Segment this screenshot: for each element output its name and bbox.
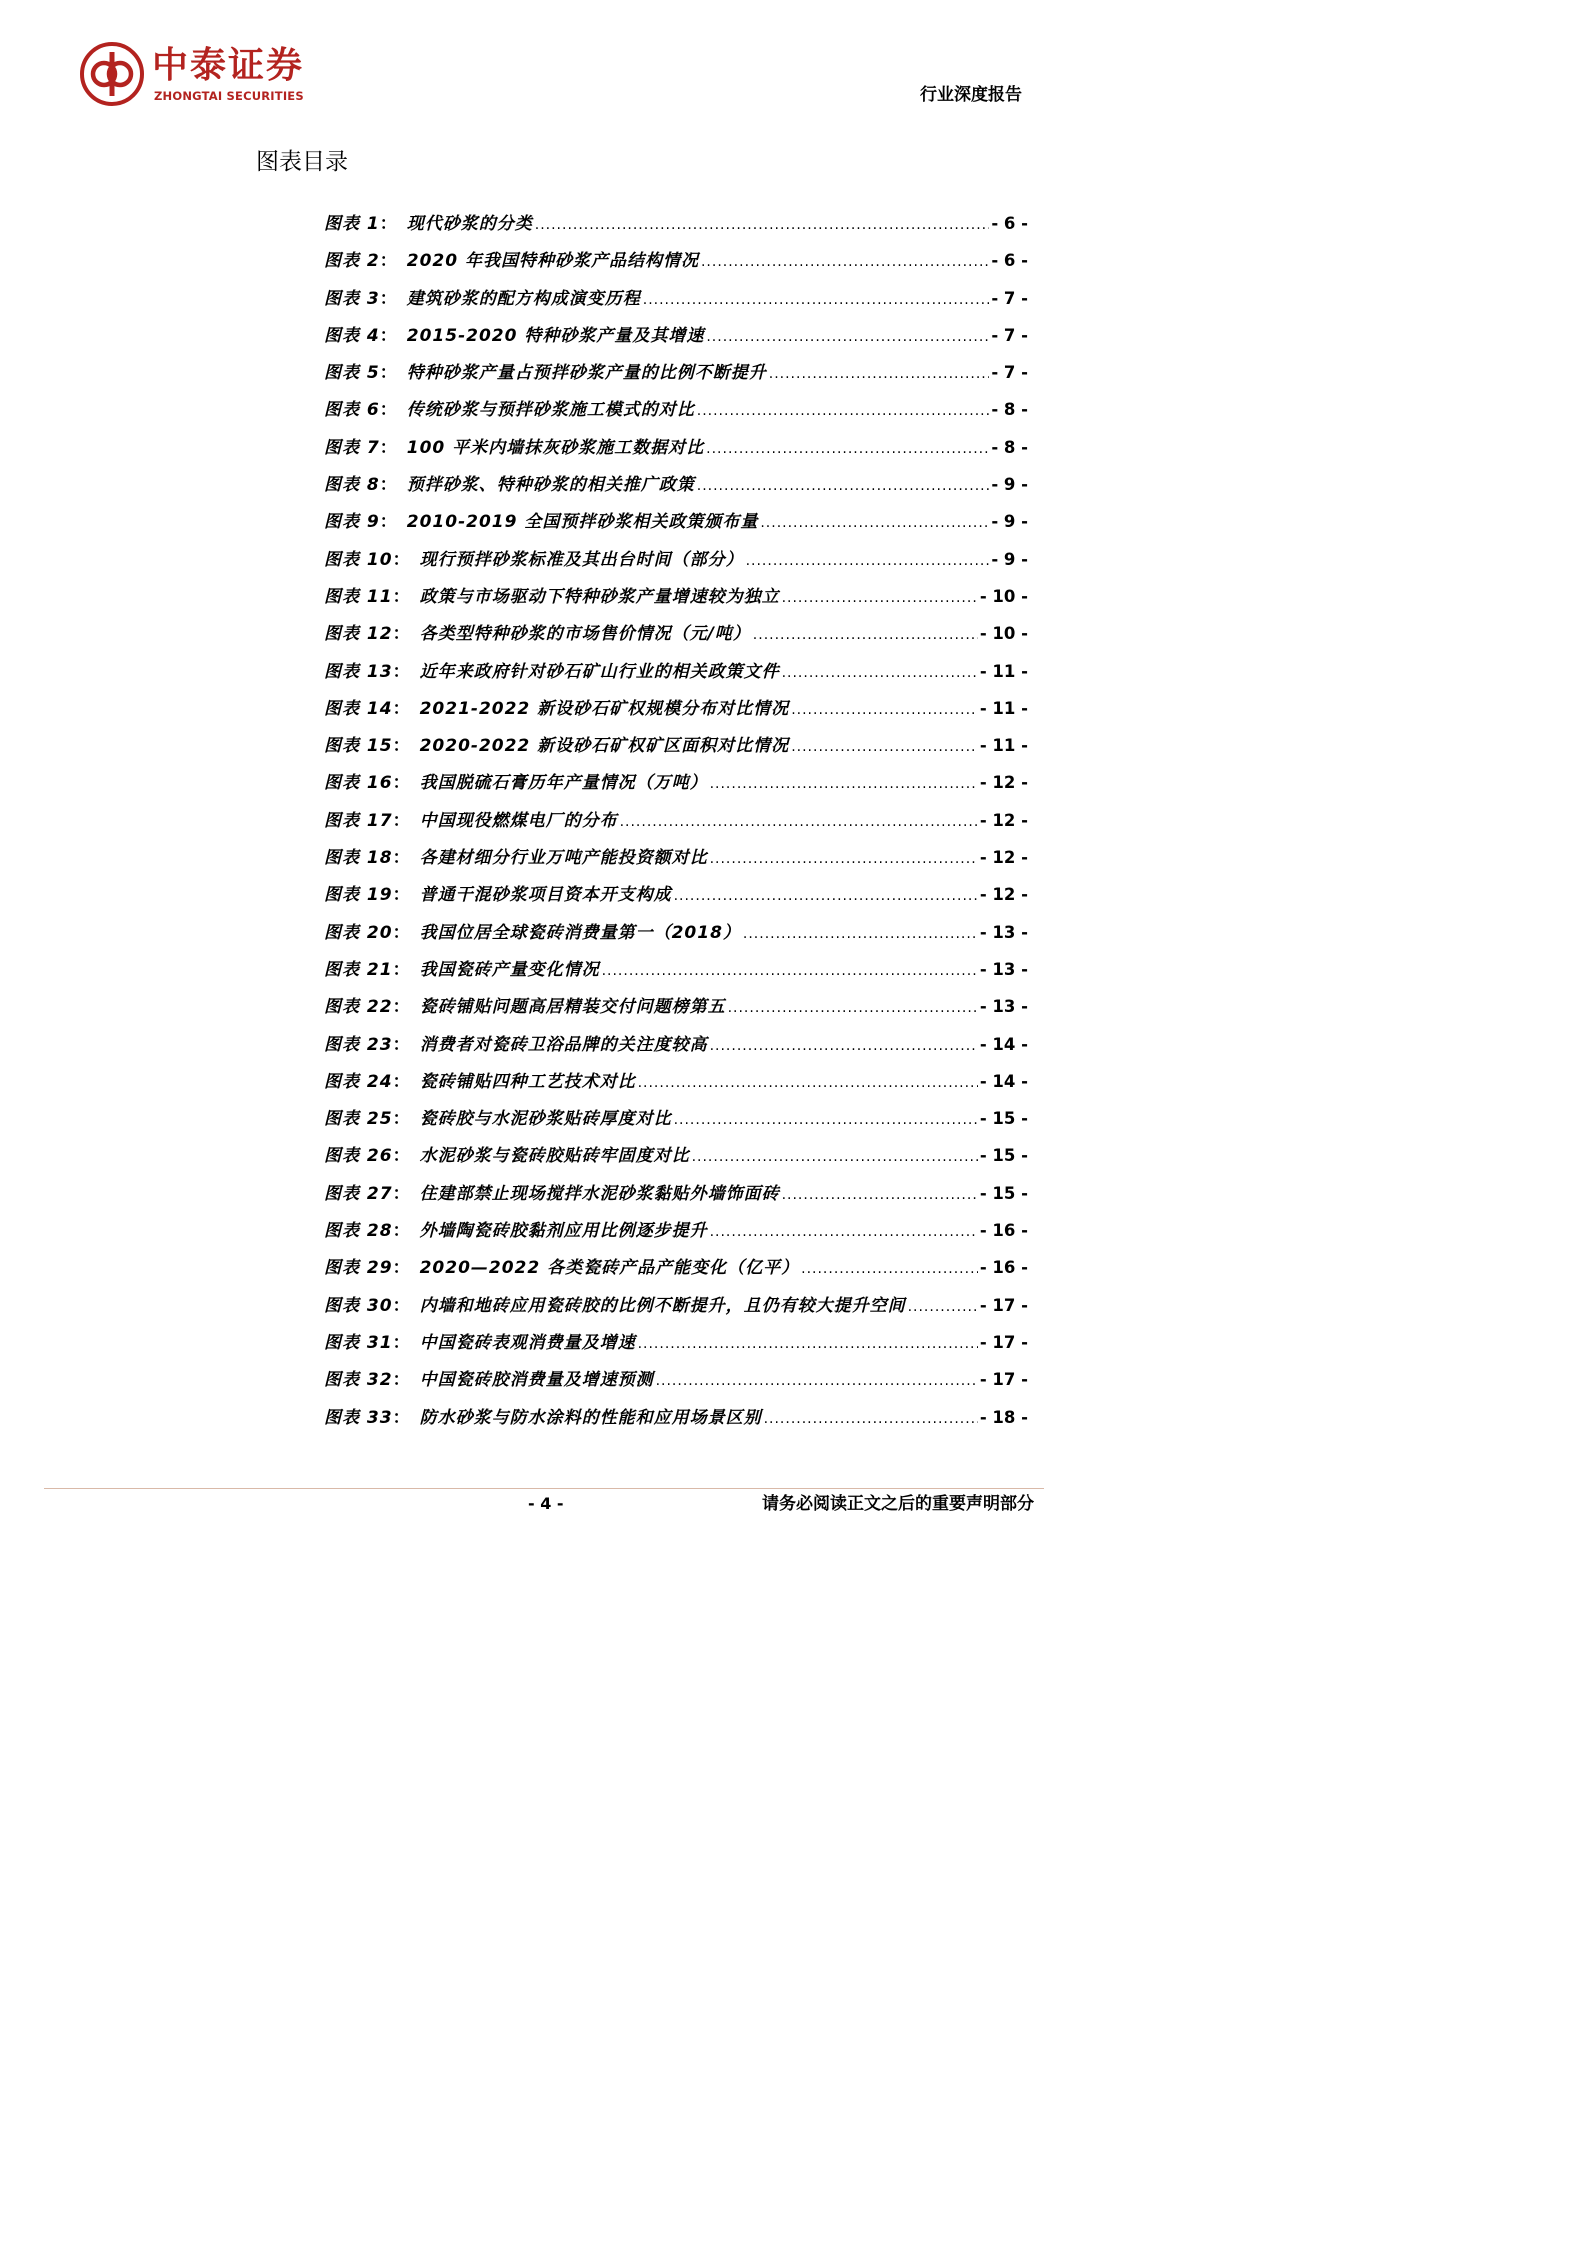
toc-entry-colon: ：	[392, 848, 410, 869]
toc-entry[interactable]	[324, 205, 1028, 242]
toc-entry-title: 中国瓷砖胶消费量及增速预测	[419, 1370, 654, 1391]
toc-entry-page: - 6 -	[991, 214, 1028, 233]
toc-entry-label: 图表 24	[324, 1071, 393, 1092]
toc-entry-title: 我国瓷砖产量变化情况	[419, 959, 600, 980]
toc-entry-label: 图表 7	[324, 437, 380, 458]
toc-entry[interactable]	[324, 839, 1028, 876]
toc-entry[interactable]	[324, 1212, 1028, 1249]
toc-entry-label: 图表 28	[324, 1221, 393, 1242]
toc-entry-page: - 7 -	[991, 363, 1028, 383]
toc-entry-title: 特种砂浆产量占预拌砂浆产量的比例不断提升	[406, 363, 767, 384]
toc-entry[interactable]	[324, 1175, 1028, 1212]
toc-entry[interactable]	[324, 1026, 1028, 1063]
toc-title: 图表目录	[256, 149, 348, 175]
toc-entry-colon: ：	[392, 1183, 410, 1204]
toc-entry-dot-leader	[674, 1102, 978, 1139]
toc-entry-page: - 12 -	[979, 773, 1028, 793]
toc-entry-title: 我国位居全球瓷砖消费量第一（2018）	[419, 922, 741, 943]
footer-divider	[44, 1488, 1044, 1489]
toc-entry-title: 2021-2022 新设砂石矿权规模分布对比情况	[419, 698, 790, 719]
report-type: 行业深度报告	[920, 85, 1022, 105]
toc-entry-title: 政策与市场驱动下特种砂浆产量增速较为独立	[419, 586, 780, 607]
toc-entry-page: - 7 -	[991, 325, 1028, 345]
toc-entry-page: - 12 -	[979, 885, 1028, 905]
toc-entry-colon: ：	[392, 1071, 410, 1092]
toc-entry-title: 外墙陶瓷砖胶黏剂应用比例逐步提升	[419, 1221, 708, 1242]
toc-entry-title: 2010-2019 全国预拌砂浆相关政策颁布量	[406, 512, 759, 533]
toc-entry-page: - 16 -	[979, 1258, 1028, 1278]
toc-entry-colon: ：	[392, 698, 410, 719]
toc-entry[interactable]	[324, 690, 1028, 727]
toc-entry-page: - 8 -	[991, 437, 1028, 457]
toc-entry-title: 各建材细分行业万吨产能投资额对比	[419, 848, 708, 869]
toc-entry-page: - 14 -	[979, 1071, 1028, 1091]
toc-entry-colon: ：	[392, 736, 410, 757]
toc-entry-colon: ：	[392, 810, 410, 831]
toc-entry-title: 建筑砂浆的配方构成演变历程	[406, 288, 641, 309]
toc-entry-dot-leader	[743, 916, 978, 953]
toc-entry-colon: ：	[379, 325, 397, 346]
toc-entry-label: 图表 23	[324, 1034, 393, 1055]
toc-entry-dot-leader	[710, 766, 978, 803]
toc-entry-page: - 10 -	[979, 586, 1028, 606]
toc-entry-dot-leader	[710, 841, 978, 878]
footer-disclaimer: 请务必阅读正文之后的重要声明部分	[762, 1494, 1034, 1514]
toc-entry-colon: ：	[392, 1332, 410, 1353]
toc-entry-label: 图表 8	[324, 475, 380, 496]
toc-entry[interactable]	[324, 802, 1028, 839]
toc-entry-title: 2015-2020 特种砂浆产量及其增速	[406, 325, 705, 346]
toc-entry-title: 现行预拌砂浆标准及其出台时间（部分）	[419, 549, 744, 570]
toc-entry-dot-leader	[706, 319, 989, 356]
toc-entry[interactable]	[324, 951, 1028, 988]
toc-entry-page: - 9 -	[991, 475, 1028, 495]
toc-entry-dot-leader	[535, 207, 990, 244]
toc-entry-colon: ：	[392, 1295, 410, 1316]
toc-entry-dot-leader	[638, 1326, 978, 1363]
toc-entry-label: 图表 11	[324, 586, 393, 607]
toc-entry[interactable]	[324, 242, 1028, 279]
toc-entry-page: - 18 -	[979, 1407, 1028, 1427]
toc-entry-colon: ：	[392, 1221, 410, 1242]
toc-entry-page: - 7 -	[991, 288, 1028, 308]
figure-list	[324, 205, 1028, 1436]
toc-entry-page: - 13 -	[979, 997, 1028, 1017]
toc-entry-label: 图表 17	[324, 810, 393, 831]
toc-entry[interactable]	[324, 914, 1028, 951]
toc-entry-dot-leader	[764, 1401, 978, 1438]
toc-entry-title: 各类型特种砂浆的市场售价情况（元/吨）	[419, 624, 751, 645]
toc-entry-dot-leader	[753, 617, 978, 654]
toc-entry-dot-leader	[620, 804, 978, 841]
toc-entry-dot-leader	[710, 1028, 978, 1065]
toc-entry-colon: ：	[392, 549, 410, 570]
toc-entry-dot-leader	[710, 1214, 978, 1251]
toc-entry-page: - 15 -	[979, 1183, 1028, 1203]
toc-entry[interactable]	[324, 1249, 1028, 1286]
toc-entry-page: - 17 -	[979, 1332, 1028, 1352]
toc-entry[interactable]	[324, 1324, 1028, 1361]
toc-entry-page: - 11 -	[979, 698, 1028, 718]
zhongtai-logo-icon	[80, 42, 144, 106]
toc-entry-dot-leader	[701, 244, 989, 281]
toc-entry-label: 图表 2	[324, 251, 380, 272]
toc-entry-label: 图表 9	[324, 512, 380, 533]
toc-entry-label: 图表 18	[324, 848, 393, 869]
toc-entry-label: 图表 14	[324, 698, 393, 719]
toc-entry-title: 中国现役燃煤电厂的分布	[419, 810, 618, 831]
toc-entry[interactable]	[324, 354, 1028, 391]
toc-entry-page: - 9 -	[991, 512, 1028, 532]
toc-entry-label: 图表 15	[324, 736, 393, 757]
toc-entry-label: 图表 13	[324, 661, 393, 682]
toc-entry-colon: ：	[392, 661, 410, 682]
toc-entry[interactable]	[324, 578, 1028, 615]
toc-entry-dot-leader	[908, 1289, 978, 1326]
toc-entry-dot-leader	[728, 990, 978, 1027]
toc-entry-colon: ：	[379, 288, 397, 309]
toc-entry-colon: ：	[392, 1370, 410, 1391]
toc-entry[interactable]	[324, 1100, 1028, 1137]
toc-entry-label: 图表 19	[324, 885, 393, 906]
toc-entry-page: - 13 -	[979, 959, 1028, 979]
toc-entry[interactable]	[324, 1137, 1028, 1174]
toc-entry-dot-leader	[791, 729, 978, 766]
toc-entry[interactable]	[324, 541, 1028, 578]
toc-entry-label: 图表 29	[324, 1258, 393, 1279]
toc-entry-title: 现代砂浆的分类	[406, 214, 533, 234]
toc-entry-title: 预拌砂浆、特种砂浆的相关推广政策	[406, 475, 695, 496]
toc-entry-title: 瓷砖铺贴问题高居精装交付问题榜第五	[419, 997, 726, 1018]
toc-entry-dot-leader	[602, 953, 978, 990]
toc-entry-label: 图表 27	[324, 1183, 393, 1204]
toc-entry-page: - 15 -	[979, 1146, 1028, 1166]
toc-entry-label: 图表 26	[324, 1146, 393, 1167]
toc-entry-label: 图表 25	[324, 1109, 393, 1130]
toc-entry-dot-leader	[692, 1139, 978, 1176]
toc-entry-dot-leader	[638, 1065, 978, 1102]
toc-entry-dot-leader	[782, 580, 978, 617]
page-header	[0, 0, 1100, 120]
toc-entry-dot-leader	[656, 1363, 978, 1400]
toc-entry[interactable]	[324, 876, 1028, 913]
toc-entry-dot-leader	[769, 356, 990, 393]
toc-entry[interactable]	[324, 988, 1028, 1025]
toc-entry[interactable]	[324, 1399, 1028, 1436]
toc-entry-title: 2020—2022 各类瓷砖产品产能变化（亿平）	[419, 1258, 800, 1279]
toc-entry-title: 普通干混砂浆项目资本开支构成	[419, 885, 672, 906]
toc-entry-colon: ：	[379, 363, 397, 384]
toc-entry-label: 图表 16	[324, 773, 393, 794]
toc-entry-label: 图表 32	[324, 1370, 393, 1391]
toc-entry-page: - 16 -	[979, 1221, 1028, 1241]
toc-entry-label: 图表 4	[324, 325, 380, 346]
toc-entry-colon: ：	[392, 1109, 410, 1130]
toc-entry-dot-leader	[674, 878, 978, 915]
toc-entry-page: - 10 -	[979, 624, 1028, 644]
toc-entry-label: 图表 33	[324, 1407, 393, 1428]
toc-entry-colon: ：	[392, 997, 410, 1018]
toc-entry-colon: ：	[392, 586, 410, 607]
toc-entry-title: 住建部禁止现场搅拌水泥砂浆黏贴外墙饰面砖	[419, 1183, 780, 1204]
toc-entry[interactable]	[324, 653, 1028, 690]
toc-entry-page: - 13 -	[979, 922, 1028, 942]
toc-entry-page: - 6 -	[991, 251, 1028, 271]
toc-entry-title: 100 平米内墙抹灰砂浆施工数据对比	[406, 437, 705, 458]
toc-entry-label: 图表 21	[324, 959, 393, 980]
toc-entry-dot-leader	[697, 468, 990, 505]
toc-entry[interactable]	[324, 1287, 1028, 1324]
toc-entry-title: 内墙和地砖应用瓷砖胶的比例不断提升，且仍有较大提升空间	[419, 1295, 906, 1316]
toc-entry-colon: ：	[392, 773, 410, 794]
toc-entry[interactable]	[324, 727, 1028, 764]
toc-entry-colon: ：	[392, 1146, 410, 1167]
toc-entry-colon: ：	[379, 437, 397, 458]
toc-entry[interactable]	[324, 429, 1028, 466]
toc-entry-title: 水泥砂浆与瓷砖胶贴砖牢固度对比	[419, 1146, 690, 1167]
toc-entry-page: - 11 -	[979, 736, 1028, 756]
toc-entry-title: 我国脱硫石膏历年产量情况（万吨）	[419, 773, 708, 794]
toc-entry-colon: ：	[392, 1258, 410, 1279]
toc-entry-colon: ：	[392, 1407, 410, 1428]
toc-entry-colon: ：	[379, 512, 397, 533]
toc-entry[interactable]	[324, 615, 1028, 652]
toc-entry-page: - 12 -	[979, 810, 1028, 830]
toc-entry-page: - 12 -	[979, 848, 1028, 868]
toc-entry[interactable]	[324, 466, 1028, 503]
toc-entry-dot-leader	[791, 692, 978, 729]
toc-entry-label: 图表 20	[324, 922, 393, 943]
toc-entry-title: 近年来政府针对砂石矿山行业的相关政策文件	[419, 661, 780, 682]
toc-entry-label: 图表 6	[324, 400, 380, 421]
toc-entry-page: - 17 -	[979, 1370, 1028, 1390]
toc-entry-title: 中国瓷砖表观消费量及增速	[419, 1332, 636, 1353]
toc-entry-dot-leader	[697, 393, 990, 430]
footer-page-number: - 4 -	[528, 1494, 564, 1513]
toc-entry-colon: ：	[392, 624, 410, 645]
toc-entry-title: 2020-2022 新设砂石矿权矿区面积对比情况	[419, 736, 790, 757]
toc-entry-dot-leader	[801, 1251, 978, 1288]
toc-entry-title: 瓷砖胶与水泥砂浆贴砖厚度对比	[419, 1109, 672, 1130]
toc-entry-title: 消费者对瓷砖卫浴品牌的关注度较高	[419, 1034, 708, 1055]
toc-entry-colon: ：	[392, 885, 410, 906]
toc-entry-label: 图表 3	[324, 288, 380, 309]
toc-entry-title: 2020 年我国特种砂浆产品结构情况	[406, 251, 699, 272]
toc-entry-dot-leader	[782, 1177, 978, 1214]
toc-entry-label: 图表 1	[324, 214, 380, 234]
toc-entry[interactable]	[324, 1063, 1028, 1100]
toc-entry-title: 传统砂浆与预拌砂浆施工模式的对比	[406, 400, 695, 421]
toc-entry-page: - 11 -	[979, 661, 1028, 681]
toc-entry[interactable]	[324, 317, 1028, 354]
toc-entry-page: - 8 -	[991, 400, 1028, 420]
toc-entry[interactable]	[324, 503, 1028, 540]
toc-entry-colon: ：	[379, 251, 397, 272]
toc-entry-title: 瓷砖铺贴四种工艺技术对比	[419, 1071, 636, 1092]
toc-entry-dot-leader	[746, 543, 990, 580]
toc-entry[interactable]	[324, 1361, 1028, 1398]
toc-entry-page: - 17 -	[979, 1295, 1028, 1315]
toc-entry-dot-leader	[760, 505, 989, 542]
toc-entry-page: - 14 -	[979, 1034, 1028, 1054]
toc-entry-colon: ：	[392, 922, 410, 943]
toc-entry-dot-leader	[706, 431, 989, 468]
toc-entry[interactable]	[324, 764, 1028, 801]
toc-entry[interactable]	[324, 391, 1028, 428]
logo-chinese-name: 中泰证券	[152, 45, 305, 86]
toc-entry-colon: ：	[379, 214, 397, 234]
toc-entry-label: 图表 30	[324, 1295, 393, 1316]
toc-entry-dot-leader	[643, 282, 990, 319]
toc-entry-title: 防水砂浆与防水涂料的性能和应用场景区别	[419, 1407, 762, 1428]
toc-entry-colon: ：	[392, 959, 410, 980]
toc-entry-page: - 15 -	[979, 1109, 1028, 1129]
toc-entry-colon: ：	[379, 475, 397, 496]
toc-entry-colon: ：	[379, 400, 397, 421]
toc-entry-page: - 9 -	[991, 549, 1028, 569]
toc-entry-label: 图表 5	[324, 363, 380, 384]
toc-entry-dot-leader	[782, 655, 978, 692]
toc-entry-label: 图表 22	[324, 997, 393, 1018]
toc-entry-label: 图表 10	[324, 549, 393, 570]
toc-entry-colon: ：	[392, 1034, 410, 1055]
toc-entry[interactable]	[324, 280, 1028, 317]
toc-entry-label: 图表 12	[324, 624, 393, 645]
logo-english-name: ZHONGTAI SECURITIES	[154, 89, 304, 103]
toc-entry-label: 图表 31	[324, 1332, 393, 1353]
